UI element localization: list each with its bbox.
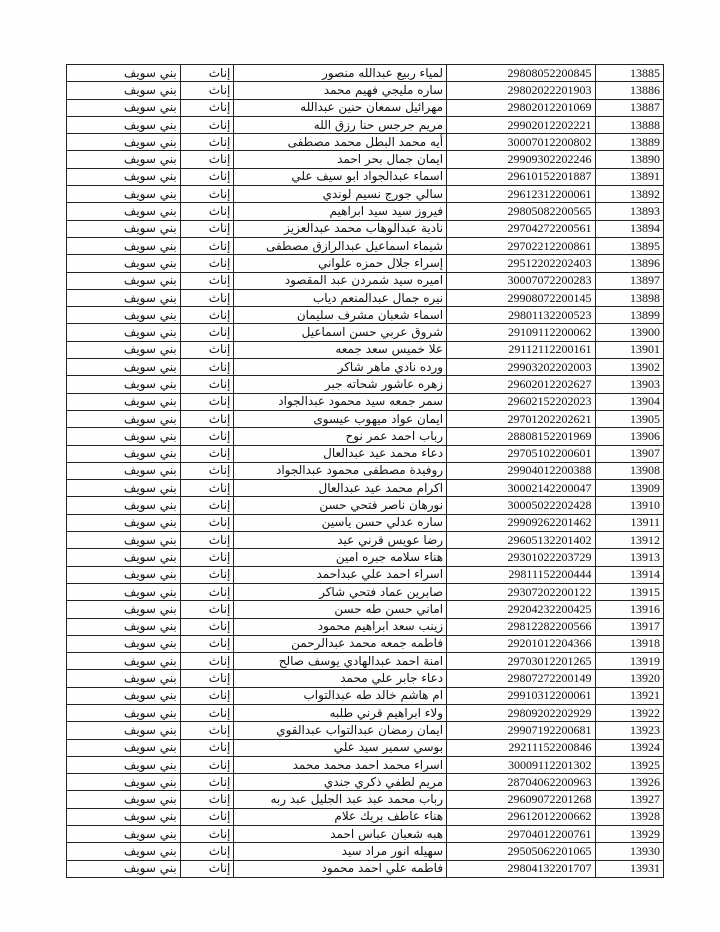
national-id-cell: 30005022202428 [447, 497, 595, 514]
governorate-cell: بني سويف [67, 739, 181, 756]
serial-number-cell: 13920 [595, 670, 663, 687]
governorate-cell: بني سويف [67, 653, 181, 670]
national-id-cell: 29909302202246 [447, 151, 595, 168]
serial-number-cell: 13889 [595, 134, 663, 151]
national-id-cell: 29612312200061 [447, 186, 595, 203]
national-id-cell: 28808152201969 [447, 428, 595, 445]
gender-cell: إناث [180, 151, 234, 168]
governorate-cell: بني سويف [67, 168, 181, 185]
gender-cell: إناث [180, 376, 234, 393]
serial-number-cell: 13906 [595, 428, 663, 445]
governorate-cell: بني سويف [67, 566, 181, 583]
gender-cell: إناث [180, 843, 234, 860]
national-id-cell: 29907192200681 [447, 722, 595, 739]
national-id-cell: 30009112201302 [447, 756, 595, 773]
table-row [67, 237, 664, 254]
governorate-cell: بني سويف [67, 497, 181, 514]
gender-cell: إناث [180, 791, 234, 808]
name-cell: لمياء ربيع عبدالله منصور [234, 65, 447, 82]
national-id-cell: 29811152200444 [447, 566, 595, 583]
serial-number-cell: 13897 [595, 272, 663, 289]
governorate-cell: بني سويف [67, 428, 181, 445]
table-row [67, 532, 664, 549]
serial-number-cell: 13915 [595, 583, 663, 600]
national-id-cell: 29704272200561 [447, 220, 595, 237]
name-cell: سهيله انور مراد سيد [234, 843, 447, 860]
table-row [67, 843, 664, 860]
gender-cell: إناث [180, 722, 234, 739]
national-id-cell: 29610152201887 [447, 168, 595, 185]
governorate-cell: بني سويف [67, 445, 181, 462]
serial-number-cell: 13895 [595, 237, 663, 254]
name-cell: ورده نادي ماهر شاكر [234, 359, 447, 376]
table-row [67, 186, 664, 203]
name-cell: هناء سلامه جبره امين [234, 549, 447, 566]
name-cell: اكرام محمد عيد عبدالعال [234, 480, 447, 497]
governorate-cell: بني سويف [67, 532, 181, 549]
name-cell: نادية عبدالوهاب محمد عبدالعزيز [234, 220, 447, 237]
serial-number-cell: 13923 [595, 722, 663, 739]
name-cell: ايمان جمال بحر احمد [234, 151, 447, 168]
serial-number-cell: 13924 [595, 739, 663, 756]
table-row [67, 203, 664, 220]
table-row [67, 341, 664, 358]
name-cell: نورهان ناصر فتحي حسن [234, 497, 447, 514]
serial-number-cell: 13899 [595, 307, 663, 324]
national-id-cell: 29307202200122 [447, 583, 595, 600]
serial-number-cell: 13914 [595, 566, 663, 583]
serial-number-cell: 13893 [595, 203, 663, 220]
governorate-cell: بني سويف [67, 186, 181, 203]
name-cell: ساره مليجي فهيم محمد [234, 82, 447, 99]
name-cell: ايمان رمضان عبدالتواب عبدالقوي [234, 722, 447, 739]
name-cell: رباب احمد عمر نوح [234, 428, 447, 445]
national-id-cell: 29801132200523 [447, 307, 595, 324]
serial-number-cell: 13907 [595, 445, 663, 462]
governorate-cell: بني سويف [67, 843, 181, 860]
table-row [67, 168, 664, 185]
name-cell: رباب محمد عبد عبد الجليل عبد ربه [234, 791, 447, 808]
governorate-cell: بني سويف [67, 289, 181, 306]
gender-cell: إناث [180, 289, 234, 306]
name-cell: اميره سيد شمردن عبد المقصود [234, 272, 447, 289]
gender-cell: إناث [180, 220, 234, 237]
serial-number-cell: 13926 [595, 774, 663, 791]
name-cell: اسراء محمد احمد محمد محمد [234, 756, 447, 773]
governorate-cell: بني سويف [67, 774, 181, 791]
gender-cell: إناث [180, 445, 234, 462]
serial-number-cell: 13925 [595, 756, 663, 773]
records-table [66, 64, 664, 878]
gender-cell: إناث [180, 272, 234, 289]
governorate-cell: بني سويف [67, 860, 181, 877]
national-id-cell: 29910312200061 [447, 687, 595, 704]
governorate-cell: بني سويف [67, 410, 181, 427]
serial-number-cell: 13901 [595, 341, 663, 358]
national-id-cell: 29807272200149 [447, 670, 595, 687]
name-cell: نيره جمال عبدالمنعم دياب [234, 289, 447, 306]
table-row [67, 410, 664, 427]
table-row [67, 307, 664, 324]
governorate-cell: بني سويف [67, 134, 181, 151]
name-cell: مريم جرجس حنا رزق الله [234, 116, 447, 133]
gender-cell: إناث [180, 601, 234, 618]
governorate-cell: بني سويف [67, 376, 181, 393]
national-id-cell: 29903202202003 [447, 359, 595, 376]
name-cell: ولاء ابراهيم قرني طلبه [234, 704, 447, 721]
serial-number-cell: 13888 [595, 116, 663, 133]
national-id-cell: 29805082200565 [447, 203, 595, 220]
serial-number-cell: 13902 [595, 359, 663, 376]
name-cell: سمر جمعه سيد محمود عبدالجواد [234, 393, 447, 410]
name-cell: ايمان عواد ميهوب عيسوى [234, 410, 447, 427]
national-id-cell: 29802012201069 [447, 99, 595, 116]
table-row [67, 289, 664, 306]
table-row [67, 756, 664, 773]
national-id-cell: 29211152200846 [447, 739, 595, 756]
serial-number-cell: 13908 [595, 462, 663, 479]
gender-cell: إناث [180, 428, 234, 445]
gender-cell: إناث [180, 99, 234, 116]
national-id-cell: 30007012200802 [447, 134, 595, 151]
name-cell: اسراء احمد علي عبداحمد [234, 566, 447, 583]
national-id-cell: 28704062200963 [447, 774, 595, 791]
national-id-cell: 29301022203729 [447, 549, 595, 566]
national-id-cell: 29112112200161 [447, 341, 595, 358]
table-row [67, 826, 664, 843]
table-row [67, 704, 664, 721]
gender-cell: إناث [180, 307, 234, 324]
governorate-cell: بني سويف [67, 480, 181, 497]
gender-cell: إناث [180, 549, 234, 566]
table-row [67, 549, 664, 566]
gender-cell: إناث [180, 393, 234, 410]
serial-number-cell: 13894 [595, 220, 663, 237]
table-row [67, 635, 664, 652]
governorate-cell: بني سويف [67, 722, 181, 739]
gender-cell: إناث [180, 410, 234, 427]
governorate-cell: بني سويف [67, 116, 181, 133]
governorate-cell: بني سويف [67, 65, 181, 82]
table-row [67, 601, 664, 618]
national-id-cell: 29908072200145 [447, 289, 595, 306]
name-cell: زينب سعد ابراهيم محمود [234, 618, 447, 635]
gender-cell: إناث [180, 774, 234, 791]
serial-number-cell: 13900 [595, 324, 663, 341]
governorate-cell: بني سويف [67, 601, 181, 618]
governorate-cell: بني سويف [67, 549, 181, 566]
gender-cell: إناث [180, 687, 234, 704]
serial-number-cell: 13917 [595, 618, 663, 635]
serial-number-cell: 13913 [595, 549, 663, 566]
name-cell: دعاء جابر علي محمد [234, 670, 447, 687]
name-cell: هناء عاطف بريك علام [234, 808, 447, 825]
serial-number-cell: 13919 [595, 653, 663, 670]
national-id-cell: 29909262201462 [447, 514, 595, 531]
gender-cell: إناث [180, 566, 234, 583]
national-id-cell: 29701202202621 [447, 410, 595, 427]
governorate-cell: بني سويف [67, 307, 181, 324]
serial-number-cell: 13916 [595, 601, 663, 618]
national-id-cell: 29602152202023 [447, 393, 595, 410]
table-row [67, 99, 664, 116]
table-row [67, 774, 664, 791]
serial-number-cell: 13928 [595, 808, 663, 825]
governorate-cell: بني سويف [67, 359, 181, 376]
name-cell: زهره عاشور شحاته جبر [234, 376, 447, 393]
serial-number-cell: 13929 [595, 826, 663, 843]
table-row [67, 566, 664, 583]
table-row [67, 65, 664, 82]
gender-cell: إناث [180, 82, 234, 99]
national-id-cell: 29705102200601 [447, 445, 595, 462]
national-id-cell: 29204232200425 [447, 601, 595, 618]
serial-number-cell: 13931 [595, 860, 663, 877]
table-row [67, 618, 664, 635]
gender-cell: إناث [180, 359, 234, 376]
governorate-cell: بني سويف [67, 618, 181, 635]
serial-number-cell: 13885 [595, 65, 663, 82]
national-id-cell: 29812282200566 [447, 618, 595, 635]
table-row [67, 514, 664, 531]
governorate-cell: بني سويف [67, 514, 181, 531]
serial-number-cell: 13905 [595, 410, 663, 427]
gender-cell: إناث [180, 255, 234, 272]
serial-number-cell: 13886 [595, 82, 663, 99]
national-id-cell: 29605132201402 [447, 532, 595, 549]
name-cell: صابرين عماد فتحي شاكر [234, 583, 447, 600]
table-row [67, 739, 664, 756]
national-id-cell: 29902012202221 [447, 116, 595, 133]
governorate-cell: بني سويف [67, 220, 181, 237]
gender-cell: إناث [180, 808, 234, 825]
serial-number-cell: 13921 [595, 687, 663, 704]
national-id-cell: 29201012204366 [447, 635, 595, 652]
table-row [67, 376, 664, 393]
serial-number-cell: 13896 [595, 255, 663, 272]
national-id-cell: 29512202202403 [447, 255, 595, 272]
serial-number-cell: 13892 [595, 186, 663, 203]
table-row [67, 82, 664, 99]
gender-cell: إناث [180, 618, 234, 635]
national-id-cell: 30002142200047 [447, 480, 595, 497]
gender-cell: إناث [180, 203, 234, 220]
name-cell: أيه محمد البطل محمد مصطفى [234, 134, 447, 151]
governorate-cell: بني سويف [67, 203, 181, 220]
table-row [67, 497, 664, 514]
table-row [67, 359, 664, 376]
gender-cell: إناث [180, 497, 234, 514]
table-row [67, 324, 664, 341]
governorate-cell: بني سويف [67, 237, 181, 254]
governorate-cell: بني سويف [67, 82, 181, 99]
governorate-cell: بني سويف [67, 151, 181, 168]
name-cell: رضا عويس قرني عيد [234, 532, 447, 549]
gender-cell: إناث [180, 514, 234, 531]
name-cell: اماني حسن طه حسن [234, 601, 447, 618]
governorate-cell: بني سويف [67, 704, 181, 721]
gender-cell: إناث [180, 116, 234, 133]
table-row [67, 808, 664, 825]
table-row [67, 151, 664, 168]
serial-number-cell: 13898 [595, 289, 663, 306]
table-row [67, 583, 664, 600]
table-row [67, 722, 664, 739]
name-cell: اسماء عبدالجواد ابو سيف علي [234, 168, 447, 185]
serial-number-cell: 13918 [595, 635, 663, 652]
gender-cell: إناث [180, 635, 234, 652]
gender-cell: إناث [180, 756, 234, 773]
serial-number-cell: 13904 [595, 393, 663, 410]
serial-number-cell: 13887 [595, 99, 663, 116]
governorate-cell: بني سويف [67, 341, 181, 358]
gender-cell: إناث [180, 583, 234, 600]
gender-cell: إناث [180, 860, 234, 877]
name-cell: مهرائيل سمعان حنين عبدالله [234, 99, 447, 116]
governorate-cell: بني سويف [67, 324, 181, 341]
name-cell: شيماء اسماعيل عبدالرازق مصطفى [234, 237, 447, 254]
gender-cell: إناث [180, 65, 234, 82]
name-cell: فيروز سيد سيد ابراهيم [234, 203, 447, 220]
table-row [67, 480, 664, 497]
serial-number-cell: 13911 [595, 514, 663, 531]
national-id-cell: 29703012201265 [447, 653, 595, 670]
serial-number-cell: 13922 [595, 704, 663, 721]
gender-cell: إناث [180, 341, 234, 358]
governorate-cell: بني سويف [67, 826, 181, 843]
governorate-cell: بني سويف [67, 99, 181, 116]
table-row [67, 255, 664, 272]
national-id-cell: 29609072201268 [447, 791, 595, 808]
table-row [67, 670, 664, 687]
table-row [67, 445, 664, 462]
serial-number-cell: 13909 [595, 480, 663, 497]
table-row [67, 272, 664, 289]
gender-cell: إناث [180, 462, 234, 479]
name-cell: فاطمه جمعه محمد عبدالرحمن [234, 635, 447, 652]
name-cell: بوسي سمير سيد علي [234, 739, 447, 756]
name-cell: مريم لطفي ذكري جندي [234, 774, 447, 791]
gender-cell: إناث [180, 168, 234, 185]
governorate-cell: بني سويف [67, 687, 181, 704]
name-cell: سالي جورج نسيم لوندي [234, 186, 447, 203]
national-id-cell: 29612012200662 [447, 808, 595, 825]
gender-cell: إناث [180, 704, 234, 721]
national-id-cell: 29702212200861 [447, 237, 595, 254]
serial-number-cell: 13903 [595, 376, 663, 393]
name-cell: شروق عربي حسن اسماعيل [234, 324, 447, 341]
name-cell: ساره عدلي حسن ياسين [234, 514, 447, 531]
records-table-body [67, 65, 664, 878]
name-cell: امنة احمد عبدالهادي يوسف صالح [234, 653, 447, 670]
serial-number-cell: 13912 [595, 532, 663, 549]
table-row [67, 687, 664, 704]
name-cell: اسماء شعبان مشرف سليمان [234, 307, 447, 324]
national-id-cell: 29704012200761 [447, 826, 595, 843]
national-id-cell: 30007072200283 [447, 272, 595, 289]
gender-cell: إناث [180, 186, 234, 203]
name-cell: علا خميس سعد جمعه [234, 341, 447, 358]
governorate-cell: بني سويف [67, 393, 181, 410]
national-id-cell: 29809202202929 [447, 704, 595, 721]
table-row [67, 220, 664, 237]
governorate-cell: بني سويف [67, 791, 181, 808]
table-row [67, 116, 664, 133]
national-id-cell: 29904012200388 [447, 462, 595, 479]
national-id-cell: 29109112200062 [447, 324, 595, 341]
governorate-cell: بني سويف [67, 670, 181, 687]
gender-cell: إناث [180, 134, 234, 151]
gender-cell: إناث [180, 826, 234, 843]
gender-cell: إناث [180, 532, 234, 549]
serial-number-cell: 13910 [595, 497, 663, 514]
serial-number-cell: 13930 [595, 843, 663, 860]
name-cell: دعاء محمد عيد عبدالعال [234, 445, 447, 462]
table-row [67, 462, 664, 479]
gender-cell: إناث [180, 480, 234, 497]
gender-cell: إناث [180, 653, 234, 670]
governorate-cell: بني سويف [67, 635, 181, 652]
table-row [67, 428, 664, 445]
serial-number-cell: 13927 [595, 791, 663, 808]
table-row [67, 653, 664, 670]
table-row [67, 791, 664, 808]
name-cell: فاطمه علي احمد محمود [234, 860, 447, 877]
serial-number-cell: 13890 [595, 151, 663, 168]
serial-number-cell: 13891 [595, 168, 663, 185]
table-row [67, 393, 664, 410]
name-cell: هبه شعبان عباس احمد [234, 826, 447, 843]
table-row [67, 860, 664, 877]
gender-cell: إناث [180, 237, 234, 254]
gender-cell: إناث [180, 670, 234, 687]
governorate-cell: بني سويف [67, 756, 181, 773]
table-row [67, 134, 664, 151]
gender-cell: إناث [180, 324, 234, 341]
national-id-cell: 29804132201707 [447, 860, 595, 877]
governorate-cell: بني سويف [67, 462, 181, 479]
governorate-cell: بني سويف [67, 808, 181, 825]
national-id-cell: 29602012202627 [447, 376, 595, 393]
name-cell: روفيدة مصطفى محمود عبدالجواد [234, 462, 447, 479]
governorate-cell: بني سويف [67, 255, 181, 272]
gender-cell: إناث [180, 739, 234, 756]
national-id-cell: 29808052200845 [447, 65, 595, 82]
national-id-cell: 29505062201065 [447, 843, 595, 860]
governorate-cell: بني سويف [67, 583, 181, 600]
governorate-cell: بني سويف [67, 272, 181, 289]
name-cell: إسراء جلال حمزه علواني [234, 255, 447, 272]
name-cell: ام هاشم خالد طه عبدالتواب [234, 687, 447, 704]
national-id-cell: 29802022201903 [447, 82, 595, 99]
